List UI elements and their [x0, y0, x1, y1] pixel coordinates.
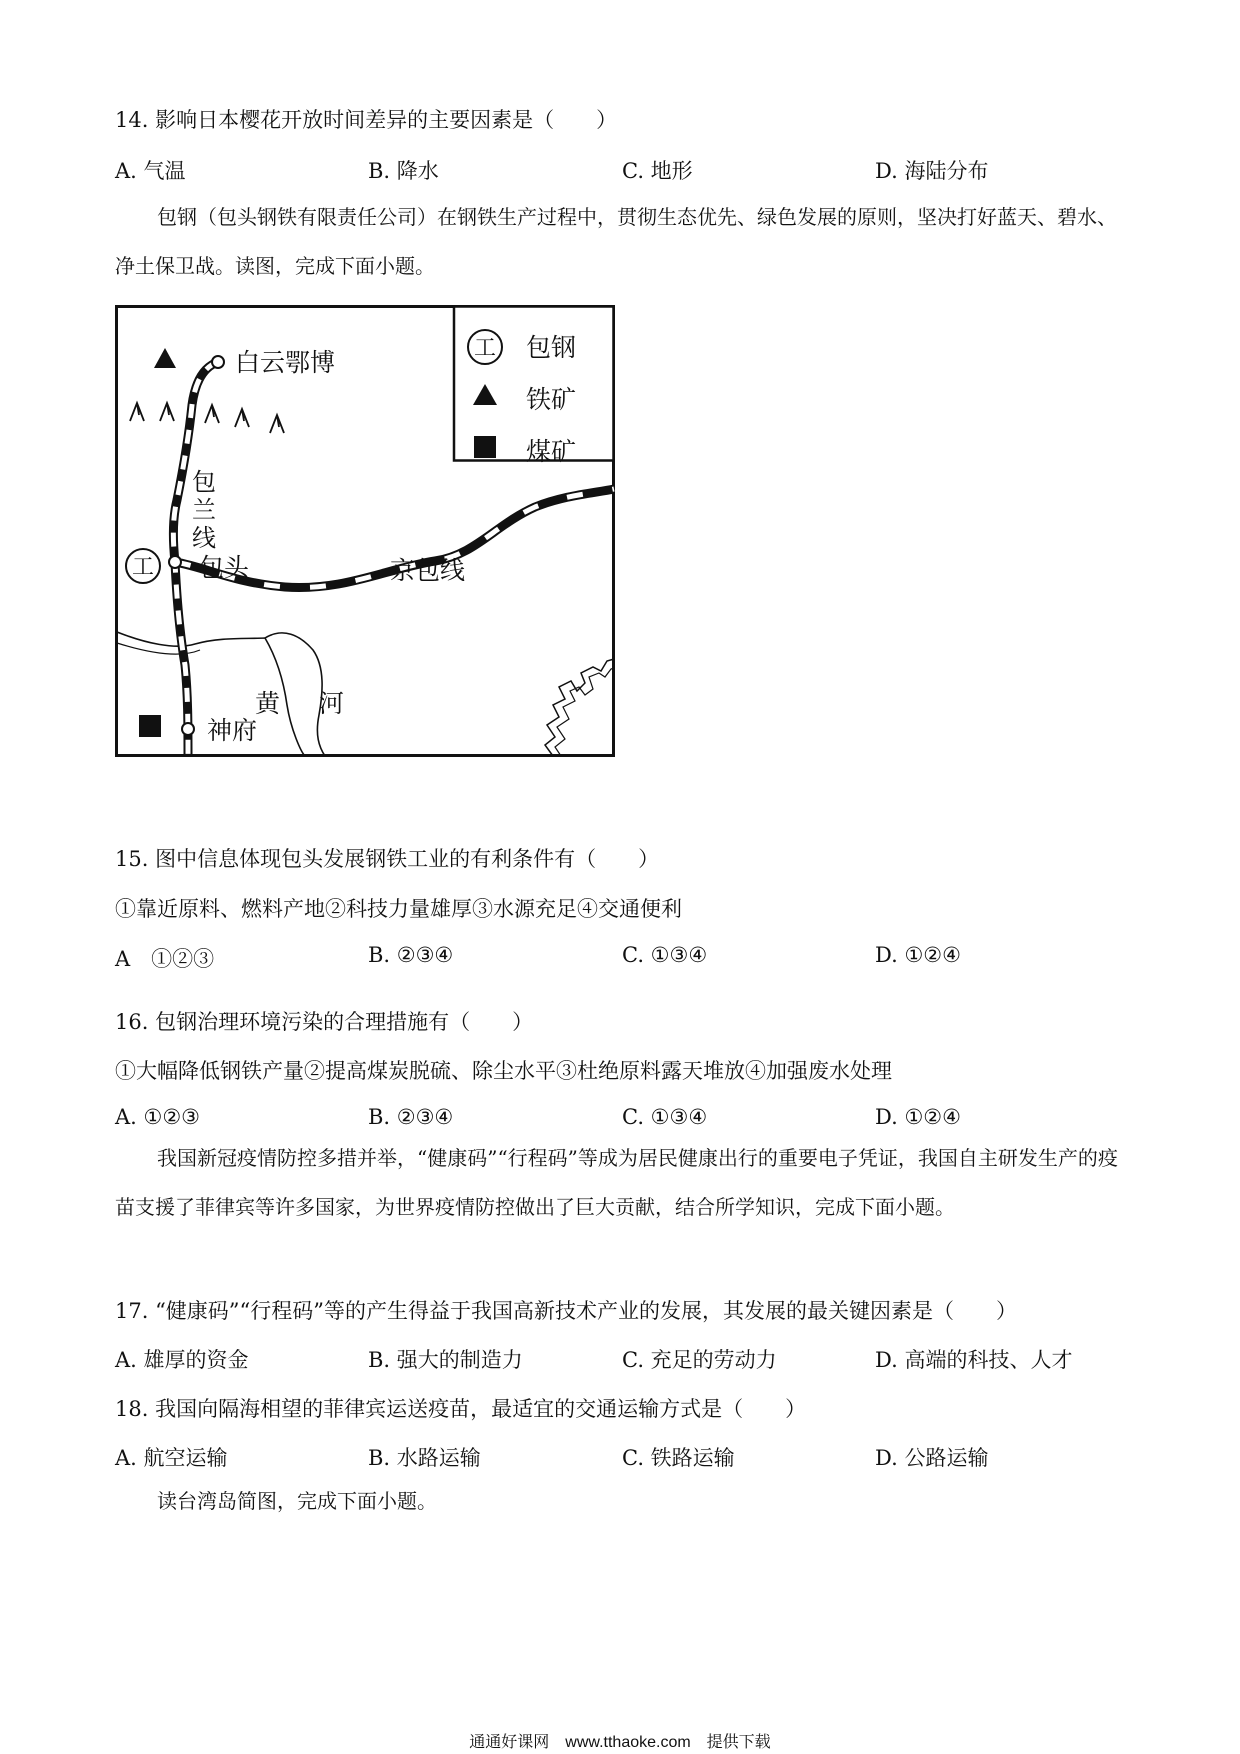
coal-mine-icon — [139, 715, 161, 737]
label-jingbao: 京包线 — [390, 556, 466, 585]
legend-steel-symbol — [468, 330, 502, 364]
label-baolan-2: 兰 — [192, 496, 216, 524]
intro-covid: 我国新冠疫情防控多措并举，“健康码”“行程码”等成为居民健康出行的重要电子凭证，我国自主研发生产的疫苗支援了菲律宾等许多国家，为世界疫情防控做出了巨大贡献，结合所学知识，完成下面小题。 — [115, 1146, 1118, 1219]
q14-option-d: D. 海陆分布 — [875, 159, 989, 183]
q15-option-c: C. ①③④ — [622, 943, 708, 967]
q16-option-c: C. ①③④ — [622, 1105, 708, 1129]
q16-stem: 16. 包钢治理环境污染的合理措施有（ ） — [115, 1010, 534, 1034]
intro-baogang: 包钢（包头钢铁有限责任公司）在钢铁生产过程中，贯彻生态优先、绿色发展的原则，坚决打好蓝天、碧水、净土保卫战。读图，完成下面小题。 — [115, 205, 1117, 278]
q18-option-b: B. 水路运输 — [368, 1446, 481, 1470]
q17-option-c: C. 充足的劳动力 — [622, 1348, 777, 1372]
q18-options — [115, 1442, 1125, 1472]
q18-stem: 18. 我国向隔海相望的菲律宾运送疫苗，最适宜的交通运输方式是（ ） — [115, 1397, 807, 1421]
q15-option-d: D. ①②④ — [875, 943, 961, 967]
station-baiyun — [212, 356, 224, 368]
q14-stem: 14. 影响日本樱花开放时间差异的主要因素是（ ） — [115, 108, 618, 132]
q15-option-a: A ①②③ — [115, 947, 215, 971]
q14-option-a: A. 气温 — [115, 159, 186, 183]
label-yellow-river-2: 河 — [319, 689, 345, 718]
q17-option-b: B. 强大的制造力 — [368, 1348, 523, 1372]
label-baolan-3: 线 — [192, 524, 216, 552]
label-baiyun-ebo: 白云鄂博 — [235, 348, 336, 377]
intro-taiwan: 读台湾岛简图，完成下面小题。 — [157, 1489, 437, 1513]
q15-option-b: B. ②③④ — [368, 943, 454, 967]
q18-option-a: A. 航空运输 — [115, 1446, 228, 1470]
q14-option-c: C. 地形 — [622, 159, 693, 183]
q17-option-d: D. 高端的科技、人才 — [875, 1348, 1073, 1372]
q14-option-b: B. 降水 — [368, 159, 439, 183]
baotou-map — [115, 305, 615, 757]
q16-option-a: A. ①②③ — [115, 1105, 200, 1129]
label-baotou: 包头 — [199, 553, 250, 582]
q18-option-c: C. 铁路运输 — [622, 1446, 735, 1470]
station-shenfu — [182, 723, 194, 735]
q15-items: ①靠近原料、燃料产地②科技力量雄厚③水源充足④交通便利 — [115, 897, 682, 921]
legend-coal-icon — [474, 436, 496, 458]
svg-text:工: 工 — [131, 555, 155, 580]
station-baotou — [169, 556, 181, 568]
legend-steel-label: 包钢 — [526, 333, 577, 362]
q15-options — [115, 943, 1125, 973]
q14-options — [115, 155, 1125, 185]
baotou-steel-symbol — [126, 549, 160, 583]
page-footer: 通通好课网 www.tthaoke.com 提供下载 — [469, 1734, 771, 1751]
q17-stem: 17. “健康码”“行程码”等的产生得益于我国高新技术产业的发展，其发展的最关键因素是（ ） — [115, 1299, 1018, 1323]
q17-option-a: A. 雄厚的资金 — [115, 1348, 249, 1372]
q16-options — [115, 1105, 1125, 1135]
label-baolan-1: 包 — [192, 468, 216, 496]
q18-option-d: D. 公路运输 — [875, 1446, 989, 1470]
svg-text:工: 工 — [473, 336, 497, 361]
q17-options — [115, 1344, 1125, 1374]
q16-option-b: B. ②③④ — [368, 1105, 454, 1129]
legend-coal-label: 煤矿 — [526, 437, 577, 466]
label-yellow-river-1: 黄 — [255, 689, 281, 718]
legend-iron-label: 铁矿 — [526, 385, 577, 414]
q16-items: ①大幅降低钢铁产量②提高煤炭脱硫、除尘水平③杜绝原料露天堆放④加强废水处理 — [115, 1059, 892, 1083]
label-shenfu: 神府 — [207, 716, 258, 745]
q16-option-d: D. ①②④ — [875, 1105, 961, 1129]
q15-stem: 15. 图中信息体现包头发展钢铁工业的有利条件有（ ） — [115, 847, 660, 871]
